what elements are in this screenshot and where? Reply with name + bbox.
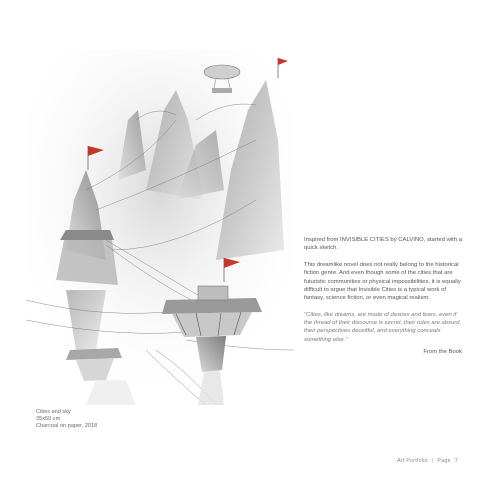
caption-size: 35x50 cm [36, 416, 61, 423]
quote-source: From the Book [423, 348, 462, 355]
page-footer [397, 458, 458, 464]
artwork-image [26, 50, 294, 405]
page-number: 7 [454, 458, 458, 464]
footer-separator: | [431, 458, 434, 464]
description-body: This dreamlike novel does not really belong to the historical fiction genre. And even though some of the cities that are futuristic communities or physical impossibilities, it is equally difficult to argue that Invisible Cities is a typical work of fantasy, science fiction, or even magical realism. [304, 262, 461, 302]
footer-page-label: Page [437, 458, 451, 464]
caption-title: Cities and sky [36, 409, 71, 415]
footer-label: Art Portfolio [397, 458, 428, 464]
artwork-caption [36, 409, 97, 431]
description-intro: Inspired from INVISIBLE CITIES by CALVINO, started with a quick sketch. [304, 237, 463, 252]
charcoal-sketch-floating-city-icon [26, 50, 294, 405]
caption-medium: Charcoal on paper, 2018 [36, 423, 98, 430]
description-text [304, 236, 462, 356]
book-quote: "Cities, like dreams, are made of desires and fears, even if the thread of their discourse is secret, their rules are absurd, their perspectives deceitful, and everything conceals something else." [304, 312, 462, 343]
